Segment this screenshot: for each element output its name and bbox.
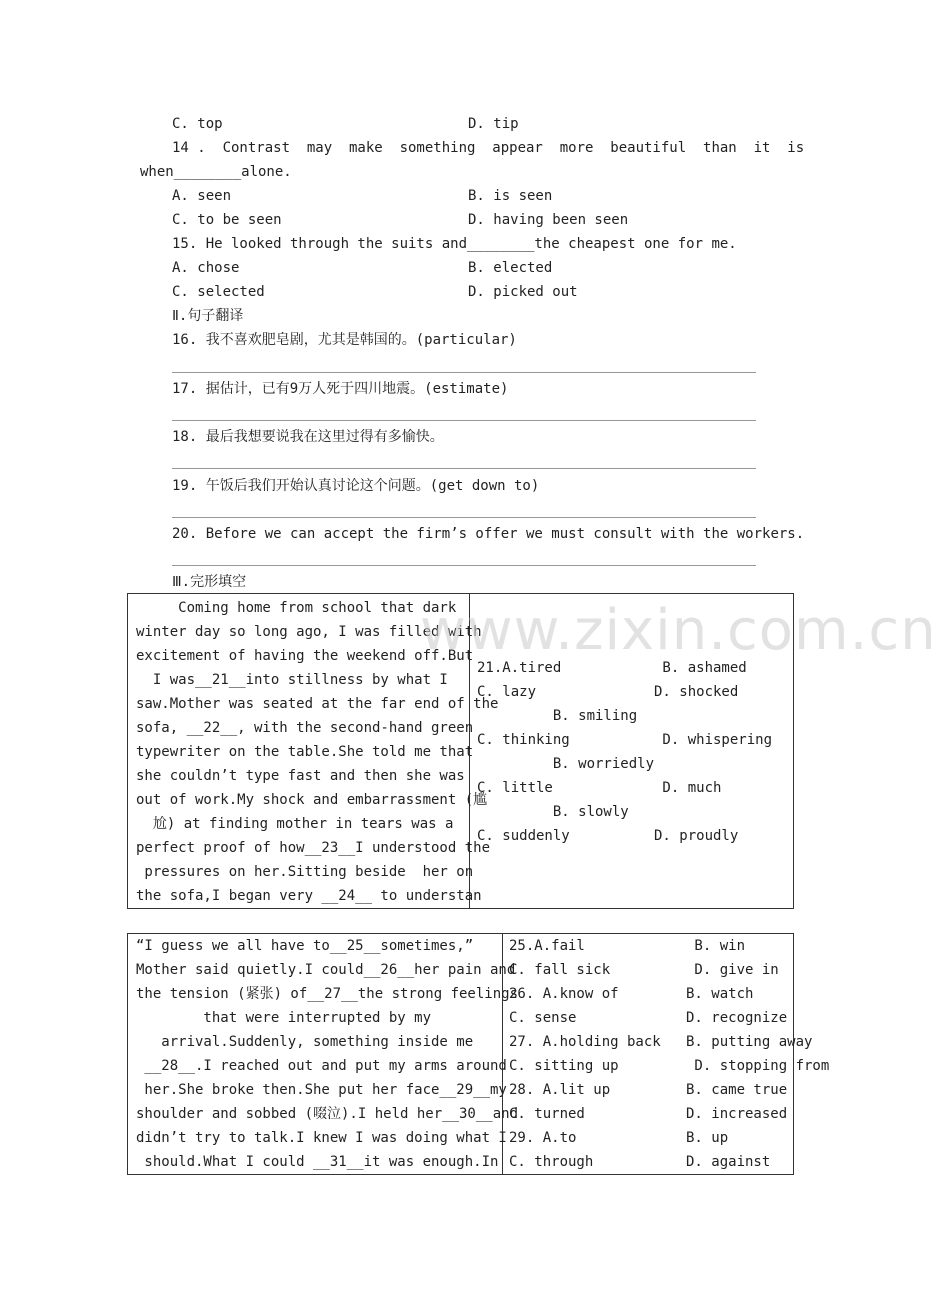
section2-title: Ⅱ.句子翻译: [172, 308, 244, 324]
option-line: B. slowly: [477, 804, 629, 820]
option-line: C. thinking D. whispering: [477, 732, 773, 748]
passage-line: the tension (紧张) of__27__the strong feelings: [136, 986, 519, 1002]
cloze-box-2: [127, 933, 830, 1175]
q15-option-c: C. selected: [172, 284, 265, 300]
q13-option-d: D. tip: [468, 116, 519, 132]
passage-line: sofa, __22__, with the second-hand green: [136, 720, 474, 736]
option-line: B. smiling: [477, 708, 638, 724]
option-line: 21.A.tired B. ashamed: [477, 660, 747, 676]
option-line: C. fall sick D. give in: [509, 962, 779, 978]
cloze-options-2: [502, 934, 830, 1174]
passage-line: she couldn’t type fast and then she was: [136, 768, 465, 784]
passage-line: her.She broke then.She put her face__29__my: [136, 1082, 507, 1098]
passage-line: should.What I could __31__it was enough.In: [136, 1154, 499, 1170]
q14-stem-line1: 14 . Contrast may make something appear more beautiful than it is: [172, 140, 805, 156]
translation-item-18: 18. 最后我想要说我在这里过得有多愉快。: [172, 429, 444, 445]
q14-stem-line2: when________alone.: [140, 164, 292, 180]
answer-line-16[interactable]: [172, 372, 756, 373]
section3-title: Ⅲ.完形填空: [172, 574, 247, 590]
answer-line-19[interactable]: [172, 517, 756, 518]
option-line: C. little D. much: [477, 780, 722, 796]
passage-line: shoulder and sobbed (啜泣).I held her__30__and: [136, 1106, 519, 1122]
translation-item-16: 16. 我不喜欢肥皂剧，尤其是韩国的。(particular): [172, 332, 517, 348]
q15-option-a: A. chose: [172, 260, 240, 276]
passage-line: that were interrupted by my: [136, 1010, 432, 1026]
option-line: C. lazy D. shocked: [477, 684, 739, 700]
option-line: 27. A.holding back B. putting away: [509, 1034, 813, 1050]
option-line: C. suddenly D. proudly: [477, 828, 739, 844]
option-line: C. sitting up D. stopping from: [509, 1058, 830, 1074]
option-line: C. through D. against: [509, 1154, 771, 1170]
passage-line: typewriter on the table.She told me that: [136, 744, 474, 760]
translation-item-20: 20. Before we can accept the firm’s offer we must consult with the workers.: [172, 526, 805, 542]
answer-line-20[interactable]: [172, 565, 756, 566]
passage-line: “I guess we all have to__25__sometimes,”: [136, 938, 474, 954]
passage-line: 尬) at finding mother in tears was a: [136, 816, 454, 832]
passage-line: I was__21__into stillness by what I: [136, 672, 448, 688]
translation-item-17: 17. 据估计，已有9万人死于四川地震。(estimate): [172, 381, 509, 397]
answer-line-18[interactable]: [172, 468, 756, 469]
passage-line: winter day so long ago, I was filled with: [136, 624, 482, 640]
answer-line-17[interactable]: [172, 420, 756, 421]
cloze-passage-2: [128, 934, 519, 1174]
option-line: C. sense D. recognize: [509, 1010, 788, 1026]
passage-line: arrival.Suddenly, something inside me: [136, 1034, 474, 1050]
option-line: 28. A.lit up B. came true: [509, 1082, 788, 1098]
q15-stem: 15. He looked through the suits and________the cheapest one for me.: [172, 236, 737, 252]
option-line: C. turned D. increased: [509, 1106, 788, 1122]
passage-line: Mother said quietly.I could__26__her pain and: [136, 962, 516, 978]
option-line: 29. A.to B. up: [509, 1130, 729, 1146]
q14-option-c: C. to be seen: [172, 212, 282, 228]
passage-line: out of work.My shock and embarrassment (尴: [136, 792, 488, 808]
passage-line: the sofa,I began very __24__ to understan: [136, 888, 482, 904]
q14-option-b: B. is seen: [468, 188, 553, 204]
passage-line: perfect proof of how__23__I understood the: [136, 840, 491, 856]
option-line: 26. A.know of B. watch: [509, 986, 754, 1002]
passage-line: didn’t try to talk.I knew I was doing what I: [136, 1130, 507, 1146]
watermark: www.zixin.com.cn: [420, 598, 937, 663]
translation-item-19: 19. 午饭后我们开始认真讨论这个问题。(get down to): [172, 478, 540, 494]
passage-line: Coming home from school that dark: [136, 600, 457, 616]
passage-line: pressures on her.Sitting beside her on: [136, 864, 474, 880]
passage-line: saw.Mother was seated at the far end of the: [136, 696, 499, 712]
q14-option-a: A. seen: [172, 188, 232, 204]
q13-option-c: C. top: [172, 116, 223, 132]
q15-option-d: D. picked out: [468, 284, 578, 300]
q14-option-d: D. having been seen: [468, 212, 629, 228]
option-line: 25.A.fail B. win: [509, 938, 746, 954]
option-line: B. worriedly: [477, 756, 655, 772]
cloze-passage-1: [128, 594, 499, 908]
q15-option-b: B. elected: [468, 260, 553, 276]
passage-line: __28__.I reached out and put my arms around: [136, 1058, 507, 1074]
passage-line: excitement of having the weekend off.But: [136, 648, 474, 664]
